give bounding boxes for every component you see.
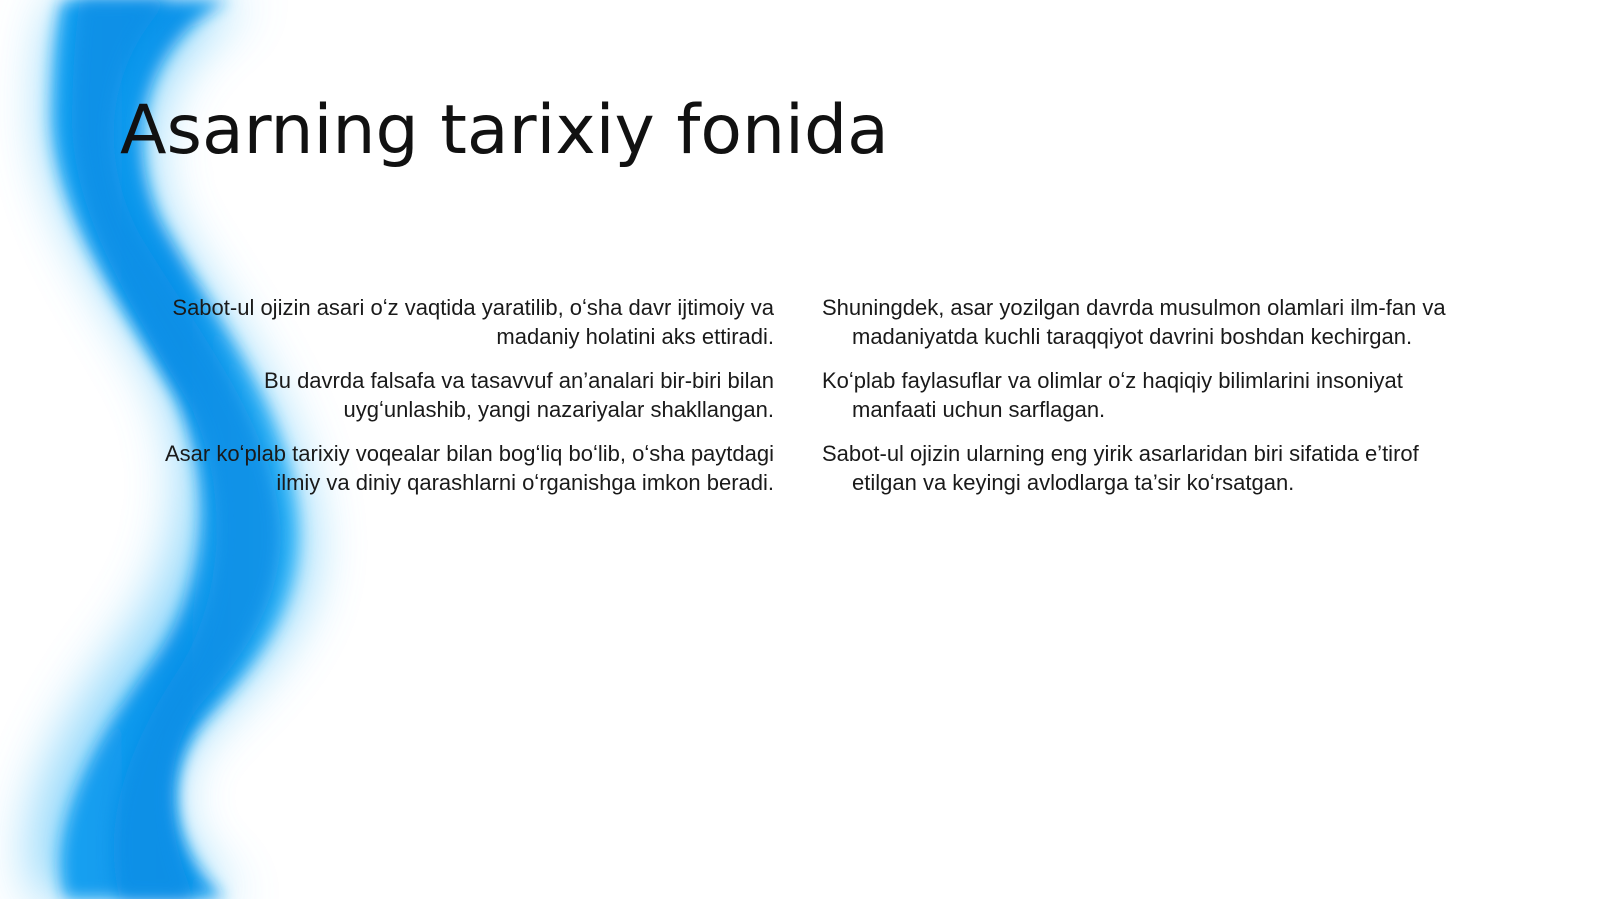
left-text-column bbox=[130, 294, 774, 513]
left-paragraph-3: Asar koʻplab tarixiy voqealar bilan bogʻliq boʻlib, oʻsha paytdagi ilmiy va diniy qarashlarni oʻrganishga imkon beradi. bbox=[164, 441, 774, 495]
right-paragraph-3: Sabot-ul ojizin ularning eng yirik asarlaridan biri sifatida e’tirof etilgan va keyingi avlodlarga ta’sir koʻrsatgan. bbox=[822, 441, 1419, 495]
slide-title: Asarning tarixiy fonida bbox=[120, 91, 889, 170]
right-paragraph-2: Koʻplab faylasuflar va olimlar oʻz haqiqiy bilimlarini insoniyat manfaati uchun sarflagan. bbox=[822, 368, 1403, 422]
left-paragraph-1: Sabot-ul ojizin asari oʻz vaqtida yaratilib, oʻsha davr ijtimoiy va madaniy holatini aks ettiradi. bbox=[172, 295, 774, 349]
right-text-column bbox=[822, 294, 1487, 513]
left-paragraph-2: Bu davrda falsafa va tasavvuf an’analari bir-biri bilan uygʻunlashib, yangi nazariyalar shakllangan. bbox=[264, 368, 774, 422]
right-paragraph-1: Shuningdek, asar yozilgan davrda musulmon olamlari ilm-fan va madaniyatda kuchli taraqqiyot davrini boshdan kechirgan. bbox=[822, 295, 1446, 349]
